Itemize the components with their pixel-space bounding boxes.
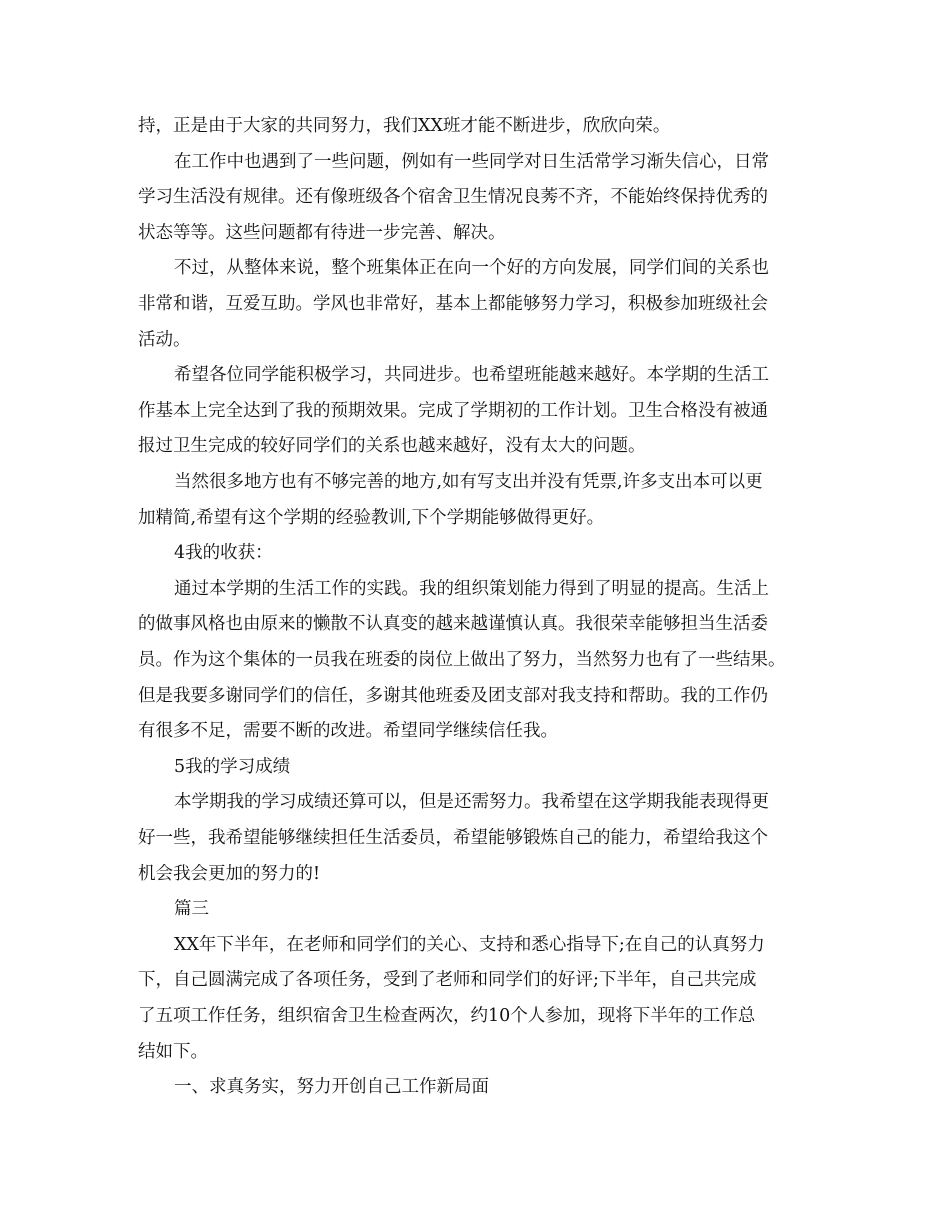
- text-line: 但是我要多谢同学们的信任，多谢其他班委及团支部对我支持和帮助。我的工作仍: [138, 685, 768, 706]
- text-line: 机会我会更加的努力的!: [138, 863, 321, 884]
- text-line: 非常和谐，互爱互助。学风也非常好，基本上都能够努力学习，积极参加班级社会: [138, 294, 768, 314]
- text-line: 活动。: [138, 329, 191, 350]
- text-line: 希望各位同学能积极学习，共同进步。也希望班能越来越好。本学期的生活工: [174, 365, 769, 386]
- text-line: 4我的收获：: [174, 543, 273, 564]
- text-line: 的做事风格也由原来的懒散不认真变的越来越谨慎认真。我很荣幸能够担当生活委: [138, 614, 768, 635]
- text-line: 通过本学期的生活工作的实践。我的组织策划能力得到了明显的提高。生活上: [174, 578, 769, 599]
- text-line: 结如下。: [138, 1041, 208, 1062]
- text-line: 学习生活没有规律。还有像班级各个宿舍卫生情况良莠不齐，不能始终保持优秀的: [138, 187, 768, 208]
- text-line: 有很多不足，需要不断的改进。希望同学继续信任我。: [138, 721, 558, 742]
- text-line: 状态等等。这些问题都有待进一步完善、解决。: [138, 222, 506, 243]
- text-line: 在工作中也遇到了一些问题，例如有一些同学对日生活常学习渐失信心，日常: [174, 151, 769, 172]
- text-line: 持，正是由于大家的共同努力，我们XX班才能不断进步，欣欣向荣。: [138, 116, 671, 136]
- text-line: 了五项工作任务，组织宿舍卫生检查两次，约10个人参加，现将下半年的工作总: [138, 1006, 756, 1026]
- text-line: 下，自己圆满完成了各项任务，受到了老师和同学们的好评;下半年，自己共完成: [138, 970, 757, 991]
- text-line: 篇三: [174, 899, 209, 920]
- text-line: 员。作为这个集体的一员我在班委的岗位上做出了努力，当然努力也有了一些结果。: [138, 650, 786, 670]
- text-line: 一、求真务实，努力开创自己工作新局面: [174, 1077, 489, 1098]
- text-line: 报过卫生完成的较好同学们的关系也越来越好，没有太大的问题。: [138, 436, 646, 457]
- text-line: 作基本上完全达到了我的预期效果。完成了学期初的工作计划。卫生合格没有被通: [138, 400, 768, 421]
- text-line: 加精简,希望有这个学期的经验教训,下个学期能够做得更好。: [138, 507, 605, 528]
- text-line: XX年下半年，在老师和同学们的关心、支持和悉心指导下;在自己的认真努力: [174, 934, 765, 955]
- text-line: 不过，从整体来说，整个班集体正在向一个好的方向发展，同学们间的关系也: [174, 258, 769, 279]
- text-line: 5我的学习成绩: [174, 756, 291, 777]
- text-line: 当然很多地方也有不够完善的地方,如有写支出并没有凭票,许多支出本可以更: [174, 472, 763, 492]
- text-line: 好一些，我希望能够继续担任生活委员，希望能够锻炼自己的能力，希望给我这个: [138, 828, 768, 848]
- text-line: 本学期我的学习成绩还算可以，但是还需努力。我希望在这学期我能表现得更: [174, 792, 769, 813]
